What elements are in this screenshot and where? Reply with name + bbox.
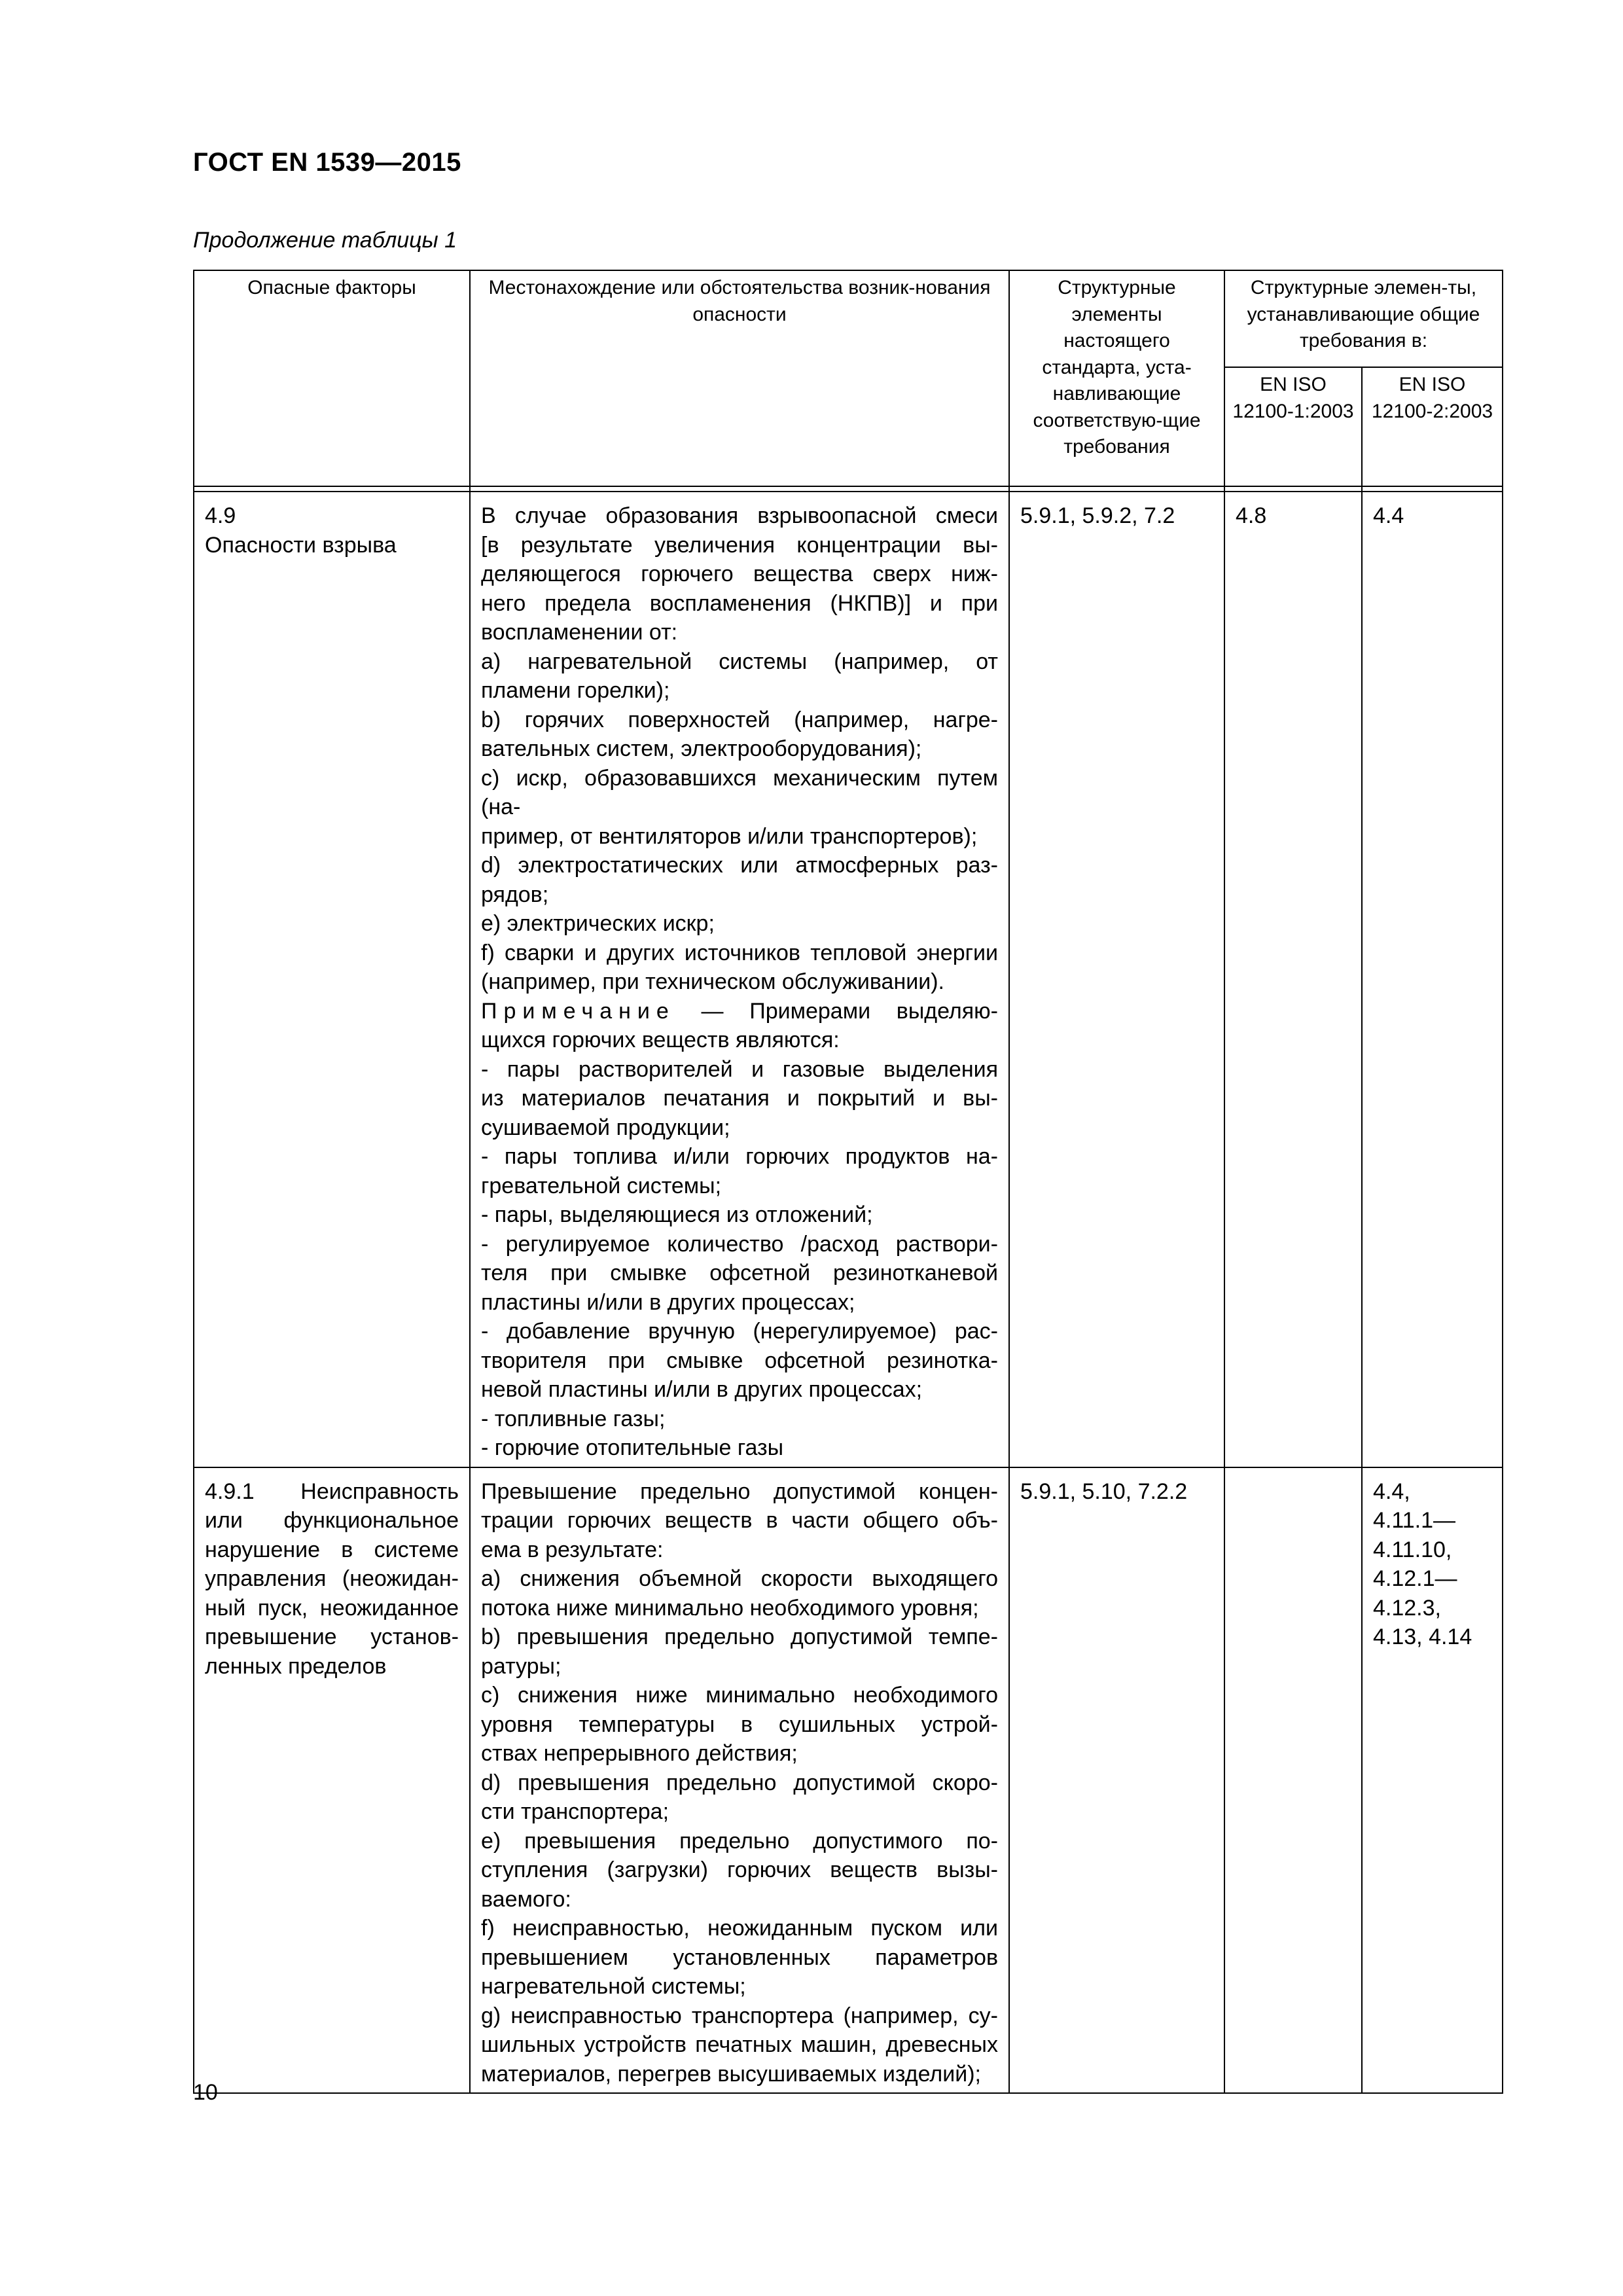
text-line: уровня температуры в сушильных устрой- [481, 1712, 998, 1737]
text-line: Превышение предельно допустимой концен- [481, 1479, 998, 1504]
text-line: ратуры; [481, 1653, 562, 1679]
iso2-line: 4.11.10, [1373, 1537, 1452, 1562]
text-line: ема в результате: [481, 1537, 664, 1562]
text-line: g) неисправностью транспортера (например, су- [481, 2003, 998, 2028]
text-line: сти транспортера; [481, 1799, 669, 1824]
text-line: потока ниже минимально необходимого уровня; [481, 1595, 979, 1621]
text-line: е) электрических искр; [481, 911, 715, 936]
iso2-cell [1362, 1467, 1503, 2094]
text-line: ствах непрерывного действия; [481, 1741, 798, 1766]
location-cell [470, 1467, 1009, 2094]
text-line: f) неисправностью, неожиданным пуском или [481, 1916, 998, 1941]
page-number: 10 [193, 2080, 218, 2105]
iso2-line: 4.12.1— [1373, 1566, 1457, 1591]
text-line: сушиваемой продукции; [481, 1115, 730, 1140]
text-line: - пары топлива и/или горючих продуктов на- [481, 1144, 998, 1169]
text-line: а) нагревательной системы (например, от [481, 649, 998, 674]
iso2-line: 4.4, [1373, 1479, 1410, 1504]
text-line: (например, при техническом обслуживании). [481, 969, 944, 994]
hazard-number: 4.9 [205, 503, 236, 528]
text-line: щихся горючих веществ являются: [481, 1028, 840, 1052]
text-line: невой пластины и/или в других процессах; [481, 1377, 923, 1402]
text-line: материалов, перегрев высушиваемых изделий); [481, 2061, 981, 2087]
header-iso-12100-1: EN ISO 12100-1:2003 [1224, 367, 1362, 486]
text-line: пластины и/или в других процессах; [481, 1289, 855, 1315]
text-line: из материалов печатания и покрытий и вы- [481, 1086, 998, 1111]
iso2-line: 4.12.3, [1373, 1595, 1441, 1621]
text-line: f) сварки и других источников тепловой энергии [481, 940, 998, 965]
text-line: шильных устройств печатных машин, древесных [481, 2032, 998, 2057]
text-line: - регулируемое количество /расход раствори- [481, 1231, 998, 1257]
text-line: вательных систем, электрооборудования); [481, 736, 922, 761]
text-line: рядов; [481, 882, 549, 907]
note-line: Примечание — Примерами выделяю- [481, 998, 998, 1024]
text-line: творителя при смывке офсетной резинотка- [481, 1348, 998, 1373]
text-line: превышением установленных параметров [481, 1945, 998, 1970]
document-title: ГОСТ EN 1539—2015 [193, 148, 461, 177]
text-line: воспламенении от: [481, 620, 678, 645]
header-elements: Структурные элементы настоящего стандарта, уста-навливающие соответствую-щие требования [1009, 270, 1224, 486]
elements-cell: 5.9.1, 5.10, 7.2.2 [1009, 1467, 1224, 2094]
text-line: е) превышения предельно допустимого по- [481, 1828, 998, 1854]
text-line: [в результате увеличения концентрации вы- [481, 532, 998, 558]
text-line: нагревательной системы; [481, 1974, 746, 1999]
hazards-table [193, 270, 1503, 2094]
iso1-cell [1224, 1467, 1362, 2094]
table-row [194, 492, 1503, 1467]
hazard-cell: 4.9.1 Неисправность или функциональное нарушение в системе управления (неожидан-ный пуск, неожиданное превышение установ-ленных пределов [194, 1467, 470, 2094]
text-line: него предела воспламенения (НКПВ)] и при [481, 590, 998, 616]
table-caption: Продолжение таблицы 1 [193, 228, 457, 253]
iso2-cell: 4.4 [1362, 492, 1503, 1467]
text-line: - пары растворителей и газовые выделения [481, 1056, 998, 1082]
iso2-line: 4.13, 4.14 [1373, 1624, 1472, 1649]
header-iso-12100-2: EN ISO 12100-2:2003 [1362, 367, 1503, 486]
text-line: - добавление вручную (нерегулируемое) рас- [481, 1319, 998, 1344]
iso1-cell: 4.8 [1224, 492, 1362, 1467]
header-location: Местонахождение или обстоятельства возник-нования опасности [470, 270, 1009, 486]
text-line: гревательной системы; [481, 1173, 722, 1198]
text-line: пламени горелки); [481, 678, 670, 703]
text-line: - горючие отопительные газы [481, 1435, 784, 1460]
elements-cell: 5.9.1, 5.9.2, 7.2 [1009, 492, 1224, 1467]
text-line: теля при смывке офсетной резинотканевой [481, 1261, 998, 1285]
table-row [194, 1467, 1503, 2094]
header-general-requirements: Структурные элемен-ты, устанавливающие общие требования в: [1224, 270, 1503, 367]
text-line: ваемого: [481, 1886, 571, 1912]
header-hazards: Опасные факторы [194, 270, 470, 486]
text-line: деляющегося горючего вещества сверх ниж- [481, 562, 998, 586]
text-line: b) превышения предельно допустимой темпе- [481, 1624, 998, 1649]
text-line: - пары, выделяющиеся из отложений; [481, 1202, 873, 1227]
text-line: трации горючих веществ в части общего объ- [481, 1508, 998, 1533]
text-line: с) снижения ниже минимально необходимого [481, 1683, 998, 1708]
text-line: с) искр, образовавшихся механическим путем (на- [481, 765, 998, 819]
text-line: а) снижения объемной скорости выходящего [481, 1566, 998, 1591]
hazard-name: Опасности взрыва [205, 532, 397, 558]
text-line: - топливные газы; [481, 1406, 666, 1431]
hazard-cell [194, 492, 470, 1467]
location-cell [470, 492, 1009, 1467]
text-line: пример, от вентиляторов и/или транспортеров); [481, 823, 978, 849]
text-line: b) горячих поверхностей (например, нагре- [481, 707, 998, 732]
text-line: В случае образования взрывоопасной смеси [481, 503, 998, 528]
text-line: d) электростатических или атмосферных раз- [481, 853, 998, 878]
iso2-line: 4.11.1— [1373, 1508, 1456, 1533]
text-line: ступления (загрузки) горючих веществ вызы- [481, 1857, 998, 1882]
text-line: d) превышения предельно допустимой скоро- [481, 1770, 998, 1795]
